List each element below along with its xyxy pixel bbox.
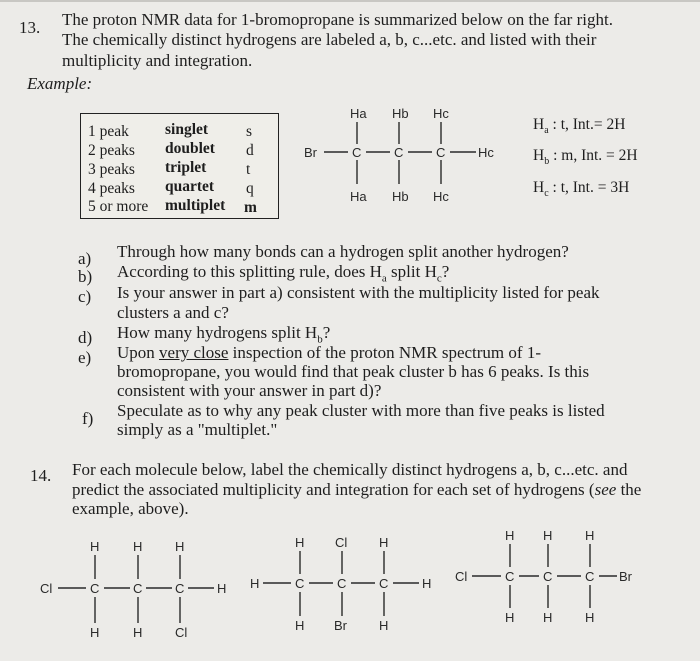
- question-14-number: 14.: [30, 466, 52, 485]
- part-e-line-2: bromopropane, you would find that peak cluster b has 6 peaks. Is this: [117, 362, 590, 381]
- table-name: triplet: [165, 159, 207, 176]
- table-peaks: 4 peaks: [88, 180, 135, 197]
- subscript: c: [436, 272, 442, 285]
- text-span: split H: [386, 262, 437, 281]
- table-name: quartet: [165, 178, 215, 195]
- atom-top: H: [585, 528, 595, 543]
- table-abbr: s: [246, 123, 253, 140]
- carbon-atom: C: [543, 569, 553, 584]
- atom-top: H: [379, 535, 389, 550]
- q13-intro-line-2: The chemically distinct hydrogens are labeled a, b, c...etc. and listed with their: [62, 30, 597, 49]
- bromine-atom: Br: [304, 145, 317, 160]
- table-abbr: q: [246, 180, 254, 197]
- part-b-label: b): [78, 267, 93, 286]
- italic-text: see: [594, 480, 617, 499]
- carbon-atom: C: [352, 145, 362, 160]
- text-span: How many hydrogens split H: [117, 323, 318, 342]
- molecule-2: [250, 535, 431, 633]
- atom-left: Cl: [455, 569, 468, 584]
- atom-right: Br: [619, 569, 632, 584]
- q14-line-2: [72, 481, 641, 499]
- atom-bottom: H: [379, 618, 389, 633]
- underlined-text: very close: [159, 343, 229, 362]
- atom-top: H: [175, 539, 185, 554]
- hydrogen-c-label: Hc: [433, 106, 449, 121]
- nmr-data-text: : t, Int. = 3H: [548, 179, 630, 196]
- atom-bottom: H: [585, 610, 595, 625]
- q13-intro-line-3: multiplicity and integration.: [62, 51, 253, 70]
- text-span: ?: [441, 262, 450, 281]
- hydrogen-a-label: Ha: [350, 106, 367, 121]
- q14-line-3: example, above).: [72, 499, 189, 518]
- h-subscript: b: [544, 156, 550, 168]
- carbon-atom: C: [379, 576, 389, 591]
- nmr-data-b: [533, 148, 638, 170]
- atom-top: H: [543, 528, 553, 543]
- carbon-atom: C: [90, 581, 100, 596]
- text-span: ?: [322, 323, 331, 342]
- atom-top: H: [505, 528, 515, 543]
- atom-left: Cl: [40, 581, 53, 596]
- atom-bottom: H: [133, 625, 143, 640]
- carbon-atom: C: [505, 569, 515, 584]
- carbon-atom: C: [133, 581, 143, 596]
- table-peaks: 3 peaks: [88, 161, 135, 178]
- part-f-line-2: simply as a "multiplet.": [117, 420, 278, 439]
- text-span: predict the associated multiplicity and integration for each set of hydrogens (: [72, 480, 595, 499]
- atom-bottom: H: [543, 610, 553, 625]
- atom-top: H: [90, 539, 100, 554]
- part-f-label: f): [82, 409, 94, 428]
- part-c-line-2: clusters a and c?: [117, 303, 229, 322]
- hydrogen-c-label: Hc: [478, 145, 494, 160]
- atom-right: H: [422, 576, 432, 591]
- question-13-number: 13.: [19, 18, 41, 37]
- atom-top: H: [133, 539, 143, 554]
- nmr-data-a: [533, 117, 625, 139]
- part-c-line-1: Is your answer in part a) consistent with the multiplicity listed for peak: [117, 283, 600, 302]
- atom-bottom: Cl: [175, 625, 188, 640]
- atom-bottom: H: [505, 610, 515, 625]
- nmr-data-text: : m, Int. = 2H: [549, 147, 638, 164]
- table-abbr: d: [246, 142, 254, 159]
- atom-bottom: Br: [334, 618, 347, 633]
- subscript: b: [317, 333, 323, 346]
- atom-right: H: [217, 581, 227, 596]
- q14-line-1: For each molecule below, label the chemically distinct hydrogens a, b, c...etc. and: [72, 460, 628, 479]
- text-span: the: [616, 480, 642, 499]
- hydrogen-c-label: Hc: [433, 189, 449, 204]
- h-subscript: c: [544, 188, 549, 200]
- molecule-1: [40, 539, 226, 640]
- h-subscript: a: [544, 125, 549, 137]
- part-e-line-3: consistent with your answer in part d)?: [117, 381, 382, 400]
- atom-left: H: [250, 576, 260, 591]
- part-e-label: e): [78, 348, 92, 367]
- carbon-atom: C: [175, 581, 185, 596]
- table-name: doublet: [165, 140, 215, 157]
- table-name: singlet: [165, 121, 209, 138]
- atom-bottom: H: [90, 625, 100, 640]
- text-span: Upon: [117, 343, 160, 362]
- table-abbr: t: [246, 161, 251, 178]
- subscript: a: [381, 272, 387, 285]
- example-label: Example:: [27, 74, 93, 93]
- carbon-atom: C: [295, 576, 305, 591]
- table-peaks: 5 or more: [88, 198, 149, 215]
- h-symbol: H: [533, 116, 545, 133]
- h-symbol: H: [533, 147, 545, 164]
- part-c-label: c): [78, 287, 92, 306]
- q13-intro-line-1: The proton NMR data for 1-bromopropane is summarized below on the far right.: [62, 10, 613, 29]
- part-a-text: Through how many bonds can a hydrogen split another hydrogen?: [117, 242, 569, 261]
- nmr-data-text: : t, Int.= 2H: [548, 116, 626, 133]
- table-peaks: 2 peaks: [88, 142, 135, 159]
- table-peaks: 1 peak: [88, 123, 129, 140]
- carbon-atom: C: [337, 576, 347, 591]
- part-d-label: d): [78, 328, 93, 347]
- carbon-atom: C: [585, 569, 595, 584]
- hydrogen-b-label: Hb: [392, 106, 409, 121]
- atom-top: Cl: [335, 535, 348, 550]
- part-a-label: a): [78, 249, 92, 268]
- hydrogen-a-label: Ha: [350, 189, 367, 204]
- table-name: multiplet: [165, 197, 226, 214]
- atom-bottom: H: [295, 618, 305, 633]
- part-f-line-1: Speculate as to why any peak cluster with more than five peaks is listed: [117, 401, 605, 420]
- atom-top: H: [295, 535, 305, 550]
- h-symbol: H: [533, 179, 545, 196]
- table-abbr: m: [244, 199, 257, 216]
- text-span: According to this splitting rule, does H: [117, 262, 382, 281]
- hydrogen-b-label: Hb: [392, 189, 409, 204]
- part-e-line-1: [117, 344, 541, 362]
- carbon-atom: C: [394, 145, 404, 160]
- text-span: inspection of the proton NMR spectrum of 1-: [228, 343, 541, 362]
- carbon-atom: C: [436, 145, 446, 160]
- nmr-data-c: [533, 180, 629, 202]
